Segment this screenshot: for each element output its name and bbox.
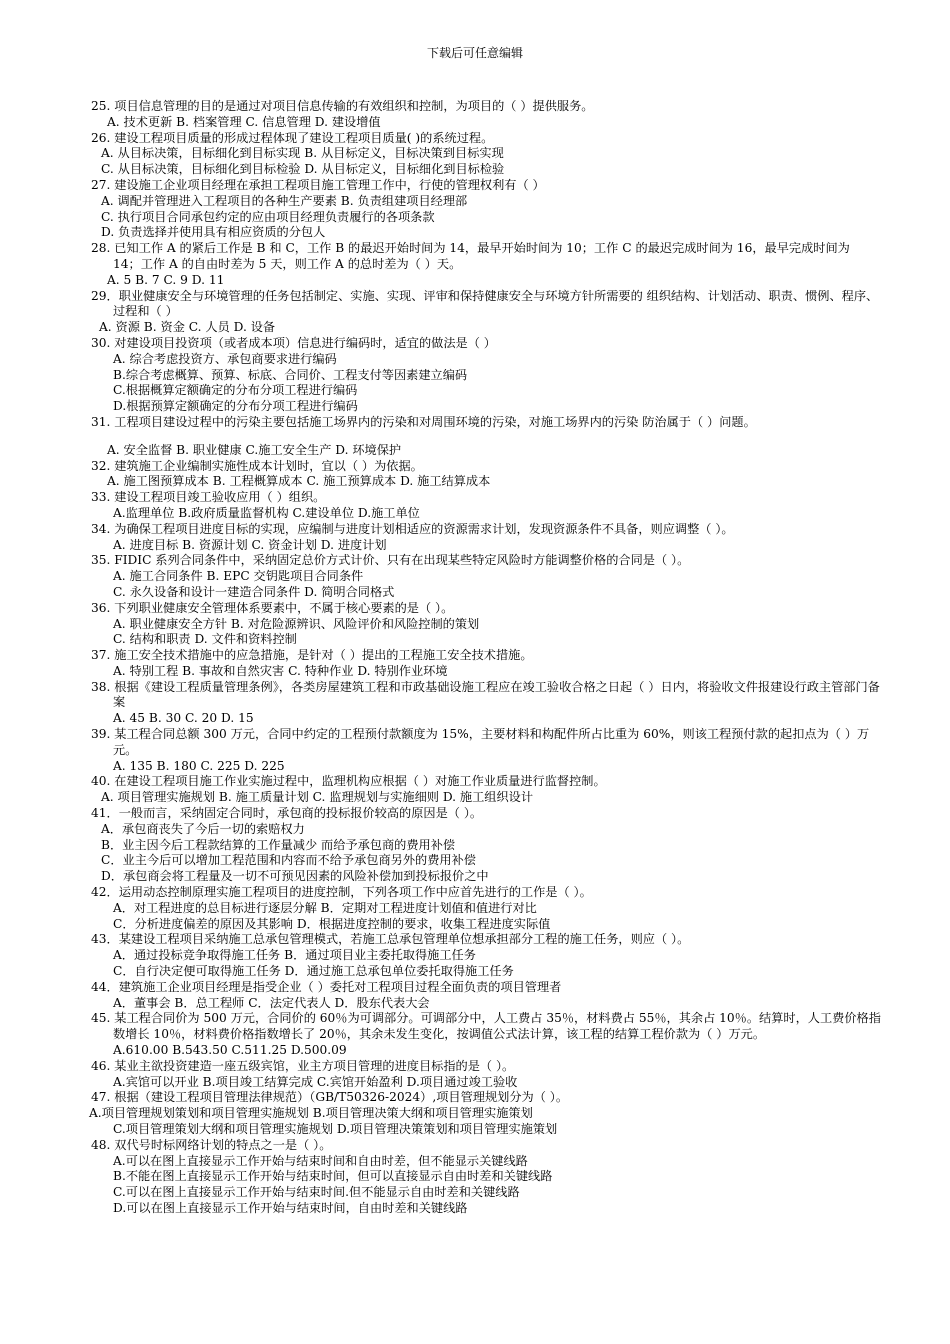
question-44 xyxy=(91,980,881,1012)
question-stem: 47. 根据（建设工程项目管理法律规范）（GB/T50326-2024）,项目管理规划分为（ ）。 xyxy=(91,1090,569,1105)
question-stem: 46. 某业主欲投资建造一座五级宾馆，业主方项目管理的进度目标指的是（ ）。 xyxy=(91,1058,515,1073)
option-line: A．承包商丧失了今后一切的索赔权力 xyxy=(101,821,305,836)
question-31 xyxy=(91,415,881,459)
option-line: A. 特别工程 B. 事故和自然灾害 C. 特种作业 D. 特别作业环境 xyxy=(113,663,448,678)
option-line: A. 135 B. 180 C. 225 D. 225 xyxy=(113,758,285,773)
option-line: C.根据概算定额确定的分布分项工程进行编码 xyxy=(113,383,358,398)
question-30 xyxy=(91,336,881,415)
option-line: A.监理单位 B.政府质量监督机构 C.建设单位 D.施工单位 xyxy=(113,505,420,520)
option-line: A.可以在图上直接显示工作开始与结束时间和自由时差，但不能显示关键线路 xyxy=(113,1153,528,1168)
option-line: C. 从目标决策，目标细化到目标检验 D. 从目标定义，目标细化到目标检验 xyxy=(101,162,505,177)
page-header: 下载后可任意编辑 xyxy=(426,46,523,60)
question-43 xyxy=(91,932,881,979)
option-line: A. 5 B. 7 C. 9 D. 11 xyxy=(107,272,225,287)
option-line: C. 永久设备和设计一建造合同条件 D. 简明合同格式 xyxy=(113,584,395,599)
question-stem: 42．运用动态控制原理实施工程项目的进度控制，下列各项工作中应首先进行的工作是（ ）。 xyxy=(91,885,592,900)
question-42 xyxy=(91,885,881,932)
option-line: C.可以在图上直接显示工作开始与结束时间.但不能显示自由时差和关键线路 xyxy=(113,1185,520,1200)
question-48 xyxy=(91,1138,881,1217)
option-line: A. 安全监督 B. 职业健康 C.施工安全生产 D. 环境保护 xyxy=(107,442,402,457)
option-line: A. 进度目标 B. 资源计划 C. 资金计划 D. 进度计划 xyxy=(113,537,387,552)
option-line: B.不能在图上直接显示工作开始与结束时间，但可以直接显示自由时差和关键线路 xyxy=(113,1169,553,1184)
question-34 xyxy=(91,522,881,554)
option-line: A. 调配并管理进入工程项目的各种生产要素 B. 负责组建项目经理部 xyxy=(101,193,468,208)
option-line: A. 施工合同条件 B. EPC 交钥匙项目合同条件 xyxy=(113,569,364,584)
question-stem: 35. FIDIC 系列合同条件中，采纳固定总价方式计价、只有在出现某些特定风险时方能调整价格的合同是（ ）。 xyxy=(91,553,690,568)
option-line: A.项目管理规划策划和项目管理实施规划 B.项目管理决策大纲和项目管理实施策划 xyxy=(89,1106,533,1121)
option-line: A．通过投标竞争取得施工任务 B．通过项目业主委托取得施工任务 xyxy=(113,948,476,963)
option-line: A．董事会 B．总工程师 C．法定代表人 D．股东代表大会 xyxy=(113,995,430,1010)
question-stem: 25. 项目信息管理的目的是通过对项目信息传输的有效组织和控制，为项目的（ ）提供服务。 xyxy=(91,99,594,113)
question-45 xyxy=(91,1011,881,1058)
option-line: B.综合考虑概算、预算、标底、合同价、工程支付等因素建立编码 xyxy=(113,367,468,382)
question-47 xyxy=(91,1090,881,1137)
option-line: D. 负责选择并使用具有相应资质的分包人 xyxy=(101,225,326,240)
question-stem: 29．职业健康安全与环境管理的任务包括制定、实施、实现、评审和保持健康安全与环境方针所需要的 组织结构、计划活动、职责、惯例、程序、过程和（ ） xyxy=(91,288,879,319)
option-line: D．承包商会将工程量及一切不可预见因素的风险补偿加到投标报价之中 xyxy=(101,869,489,884)
question-stem: 45. 某工程合同价为 500 万元，合同价的 60％为可调部分。可调部分中，人工费占 35％，材料费占 55％，其余占 10％。结算时，人工费价格指数增长 10％，材料费价格指数增长了 20％，其余未发生变化，按调值公式法计算，该工程的结算工程价款为（ ）万元。 xyxy=(91,1011,881,1042)
option-line: A. 综合考虑投资方、承包商要求进行编码 xyxy=(113,351,337,366)
question-stem: 37. 施工安全技术措施中的应急措施，是针对（ ）提出的工程施工安全技术措施。 xyxy=(91,648,533,663)
question-27 xyxy=(91,178,881,241)
question-stem: 44．建筑施工企业项目经理是指受企业（ ）委托对工程项目过程全面负责的项目管理者 xyxy=(91,979,562,994)
question-33 xyxy=(91,490,881,522)
question-40 xyxy=(91,774,881,806)
option-line: C. 结构和职责 D. 文件和资料控制 xyxy=(113,632,297,647)
question-stem: 41．一般而言，采纳固定合同时，承包商的投标报价较高的原因是（ ）。 xyxy=(91,806,483,821)
option-line: A. 45 B. 30 C. 20 D. 15 xyxy=(113,711,254,726)
option-line: A. 技术更新 B. 档案管理 C. 信息管理 D. 建设增值 xyxy=(107,114,381,129)
question-stem: 36. 下列职业健康安全管理体系要素中，不属于核心要素的是（ ）。 xyxy=(91,600,454,615)
question-32 xyxy=(91,459,881,491)
option-line: D.根据预算定额确定的分布分项工程进行编码 xyxy=(113,399,358,414)
question-stem: 30. 对建设项目投资项（或者成本项）信息进行编码时，适宜的做法是（ ） xyxy=(91,335,496,350)
question-stem: 33. 建设工程项目竣工验收应用（ ）组织。 xyxy=(91,490,326,505)
question-39 xyxy=(91,727,881,774)
question-stem: 38. 根据《建设工程质量管理条例》，各类房屋建筑工程和市政基础设施工程应在竣工验收合格之日起（ ）日内，将验收文件报建设行政主管部门备案 xyxy=(91,679,880,710)
option-line: C．业主今后可以增加工程范围和内容而不给予承包商另外的费用补偿 xyxy=(101,853,476,868)
option-line: C.项目管理策划大纲和项目管理实施规划 D.项目管理决策策划和项目管理实施策划 xyxy=(113,1122,558,1136)
question-stem: 34. 为确保工程项目进度目标的实现，应编制与进度计划相适应的资源需求计划，发现资源条件不具备，则应调整（ ）。 xyxy=(91,521,734,536)
question-stem: 48. 双代号时标网络计划的特点之一是（ ）。 xyxy=(91,1137,332,1152)
option-line: A. 职业健康安全方针 B. 对危险源辨识、风险评价和风险控制的策划 xyxy=(113,616,480,631)
question-stem: 43．某建设工程项目采纳施工总承包管理模式，若施工总承包管理单位想承担部分工程的施工任务，则应（ ）。 xyxy=(91,932,690,947)
question-stem: 27. 建设施工企业项目经理在承担工程项目施工管理工作中，行使的管理权利有（ ） xyxy=(91,177,545,192)
question-29 xyxy=(91,289,881,336)
question-28 xyxy=(91,241,881,288)
option-line: A. 施工图预算成本 B. 工程概算成本 C. 施工预算成本 D. 施工结算成本 xyxy=(107,474,491,489)
option-line: A. 从目标决策，目标细化到目标实现 B. 从目标定义，目标决策到目标实现 xyxy=(101,146,504,161)
option-line: C. 执行项目合同承包约定的应由项目经理负责履行的各项条款 xyxy=(101,209,435,224)
option-line: A．对工程进度的总目标进行逐层分解 B．定期对工程进度计划值和值进行对比 xyxy=(113,900,537,915)
question-stem: 32. 建筑施工企业编制实施性成本计划时，宜以（ ）为依据。 xyxy=(91,458,423,473)
question-41 xyxy=(91,806,881,885)
question-46 xyxy=(91,1059,881,1091)
option-line: A.610.00 B.543.50 C.511.25 D.500.09 xyxy=(113,1043,347,1058)
question-stem: 28. 已知工作 A 的紧后工作是 B 和 C，工作 B 的最迟开始时间为 14，最早开始时间为 10；工作 C 的最迟完成时间为 16，最早完成时间为 14；工作 A 的自由时差为 5 天，则工作 A 的总时差为（ ）天。 xyxy=(91,241,850,271)
question-37 xyxy=(91,648,881,680)
option-line: A.宾馆可以开业 B.项目竣工结算完成 C.宾馆开始盈利 D.项目通过竣工验收 xyxy=(113,1074,518,1089)
question-list xyxy=(91,99,881,1217)
option-line: B．业主因今后工程款结算的工作量减少 而给予承包商的费用补偿 xyxy=(101,837,456,852)
option-line: A. 资源 B. 资金 C. 人员 D. 设备 xyxy=(99,320,276,335)
option-line: C．自行决定便可取得施工任务 D．通过施工总承包单位委托取得施工任务 xyxy=(113,964,514,979)
question-26 xyxy=(91,131,881,178)
option-line: A. 项目管理实施规划 B. 施工质量计划 C. 监理规划与实施细则 D. 施工组织设计 xyxy=(101,790,534,805)
question-stem: 31. 工程项目建设过程中的污染主要包括施工场界内的污染和对周围环境的污染，对施工场界内的污染 防治属于（ ）问题。 xyxy=(91,414,756,429)
option-line: C．分析进度偏差的原因及其影响 D．根据进度控制的要求，收集工程进度实际值 xyxy=(113,916,551,931)
question-35 xyxy=(91,553,881,600)
question-stem: 40. 在建设工程项目施工作业实施过程中，监理机构应根据（ ）对施工作业质量进行监督控制。 xyxy=(91,774,606,789)
option-line: D.可以在图上直接显示工作开始与结束时间，自由时差和关键线路 xyxy=(113,1200,468,1215)
question-stem: 39. 某工程合同总额 300 万元，合同中约定的工程预付款额度为 15%，主要材料和构配件所占比重为 60%，则该工程预付款的起扣点为（ ）万元。 xyxy=(91,727,870,757)
question-stem: 26. 建设工程项目质量的形成过程体现了建设工程项目质量( )的系统过程。 xyxy=(91,130,494,145)
question-25 xyxy=(91,99,881,131)
question-38 xyxy=(91,680,881,727)
question-36 xyxy=(91,601,881,648)
